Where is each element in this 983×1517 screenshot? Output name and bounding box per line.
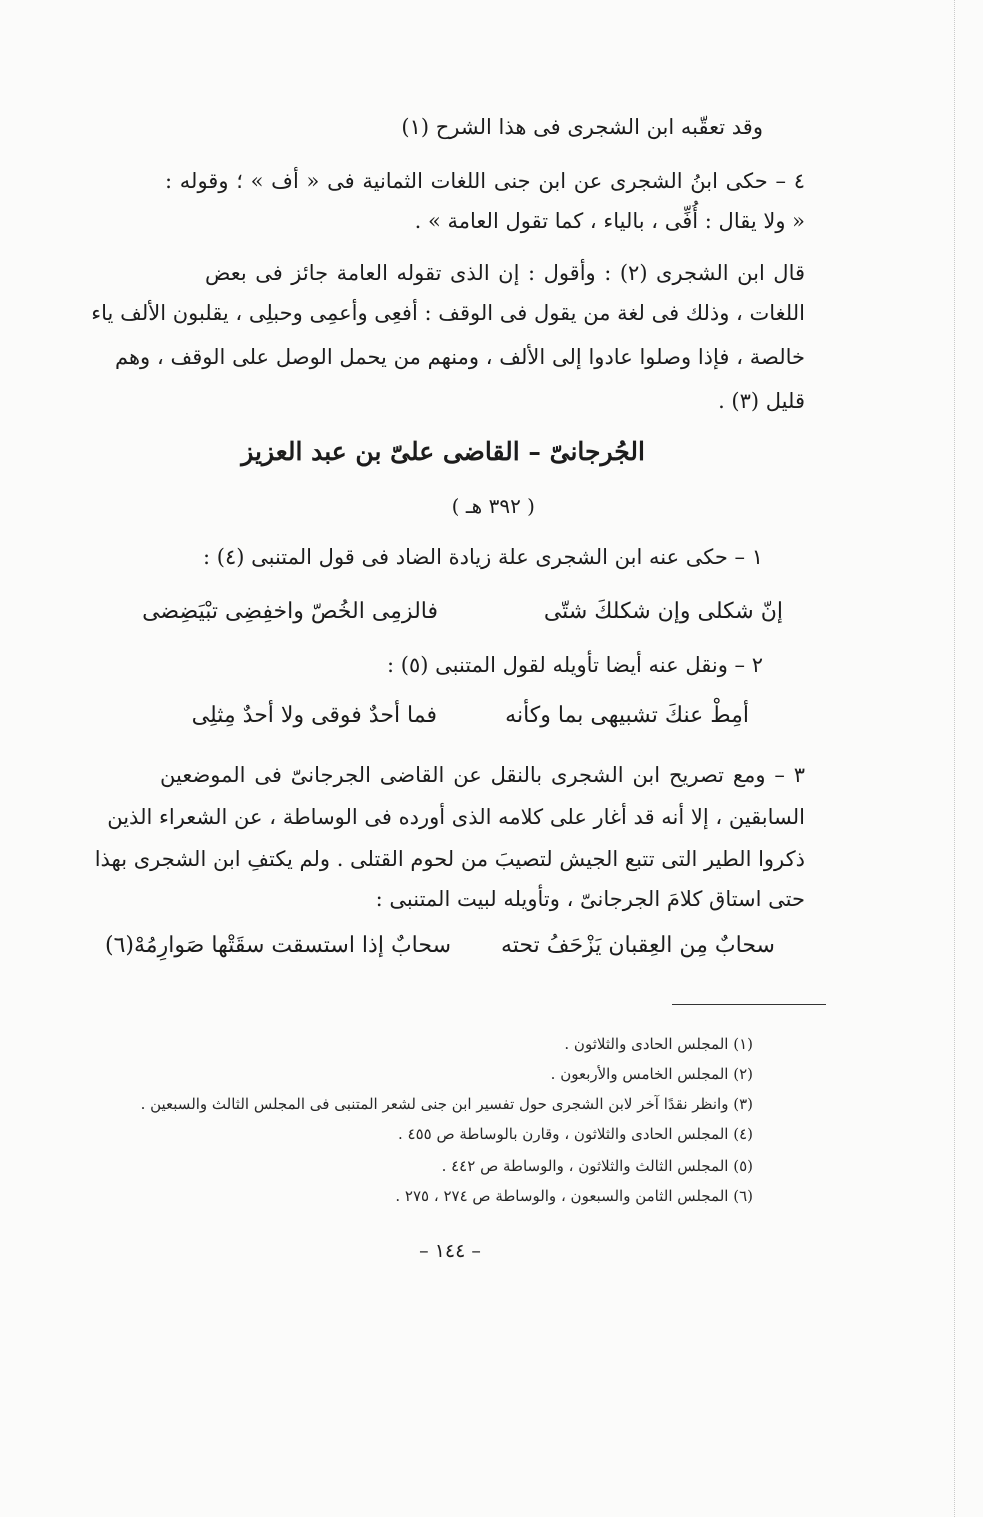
body-line-2: ٤ – حكى ابنُ الشجرى عن ابن جنى اللغات الثمانية فى « أف » ؛ وقوله : [165, 169, 805, 193]
footnote-1: (١) المجلس الحادى والثلاثون . [564, 1035, 753, 1053]
footnote-separator [672, 1004, 826, 1005]
body-line-7: قليل (٣) . [718, 389, 805, 413]
footnote-6: (٦) المجلس الثامن والسبعون ، والوساطة ص ٢٧٤ ، ٢٧٥ . [395, 1187, 753, 1205]
verse-2-second-hemistich: فما أحدٌ فوقى ولا أحدٌ مِثلِى [191, 703, 437, 728]
item-3-line-1: ٣ – ومع تصريح ابن الشجرى بالنقل عن القاضى الجرجانىّ فى الموضعين [160, 763, 805, 787]
item-2-line: ٢ – ونقل عنه أيضا تأويله لقول المتنبى (٥) : [387, 653, 763, 677]
verse-2-first-hemistich: أمِطْ عنكَ تشبيهى بما وكأنه [505, 703, 749, 728]
footnote-3: (٣) وانظر نقدًا آخر لابن الشجرى حول تفسير ابن جنى لشعر المتنبى فى المجلس الثالث والسبعين . [140, 1095, 753, 1113]
verse-3-first-hemistich: سحابٌ مِن العِقبان يَزْحَفُ تحته [500, 933, 775, 958]
body-line-6: خالصة ، فإذا وصلوا عادوا إلى الألف ، ومنهم من يحمل الوصل على الوقف ، وهم [115, 345, 805, 369]
heading-date: ( ٣٩٢ هـ ) [451, 494, 535, 518]
verse-3-second-hemistich: سحابٌ إذا استسقت سقَتْها صَوارِمُهْ(٦) [105, 933, 451, 958]
item-3-line-3: ذكروا الطير التى تتبع الجيش لتصيبَ من لحوم القتلى . ولم يكتفِ ابن الشجرى بهذا [94, 847, 805, 871]
verse-1-second-hemistich: فالزمِى الخُصّ واخفِضِى تبْيَضِضى [142, 599, 438, 624]
section-heading: الجُرجانىّ – القاضى علىّ بن عبد العزيز [241, 437, 645, 466]
body-line-4: قال ابن الشجرى (٢) : وأقول : إن الذى تقوله العامة جائز فى بعض [205, 261, 806, 285]
body-line-5: اللغات ، وذلك فى لغة من يقول فى الوقف : أفعِى وأعمِى وحبلِى ، يقلبون الألف ياء [91, 301, 805, 325]
footnote-5: (٥) المجلس الثالث والثلاثون ، والوساطة ص ٤٤٢ . [441, 1157, 753, 1175]
footnote-4: (٤) المجلس الحادى والثلاثون ، وقارن بالوساطة ص ٤٥٥ . [397, 1125, 753, 1143]
body-line-1: وقد تعقّبه ابن الشجرى فى هذا الشرح (١) [401, 115, 763, 139]
scan-edge [953, 0, 955, 1517]
page-number: – ١٤٤ – [419, 1240, 481, 1262]
verse-1-first-hemistich: إنّ شكلى وإن شكلكَ شتّى [543, 599, 783, 624]
item-3-line-4: حتى استاق كلامَ الجرجانىّ ، وتأويله لبيت المتنبى : [375, 887, 805, 911]
item-1-line: ١ – حكى عنه ابن الشجرى علة زيادة الضاد فى قول المتنبى (٤) : [203, 545, 763, 569]
footnote-2: (٢) المجلس الخامس والأربعون . [550, 1065, 753, 1083]
body-line-3: « ولا يقال : أُفِّى ، بالياء ، كما تقول العامة » . [414, 209, 805, 233]
item-3-line-2: السابقين ، إلا أنه قد أغار على كلامه الذى أورده فى الوساطة ، عن الشعراء الذين [107, 805, 805, 829]
